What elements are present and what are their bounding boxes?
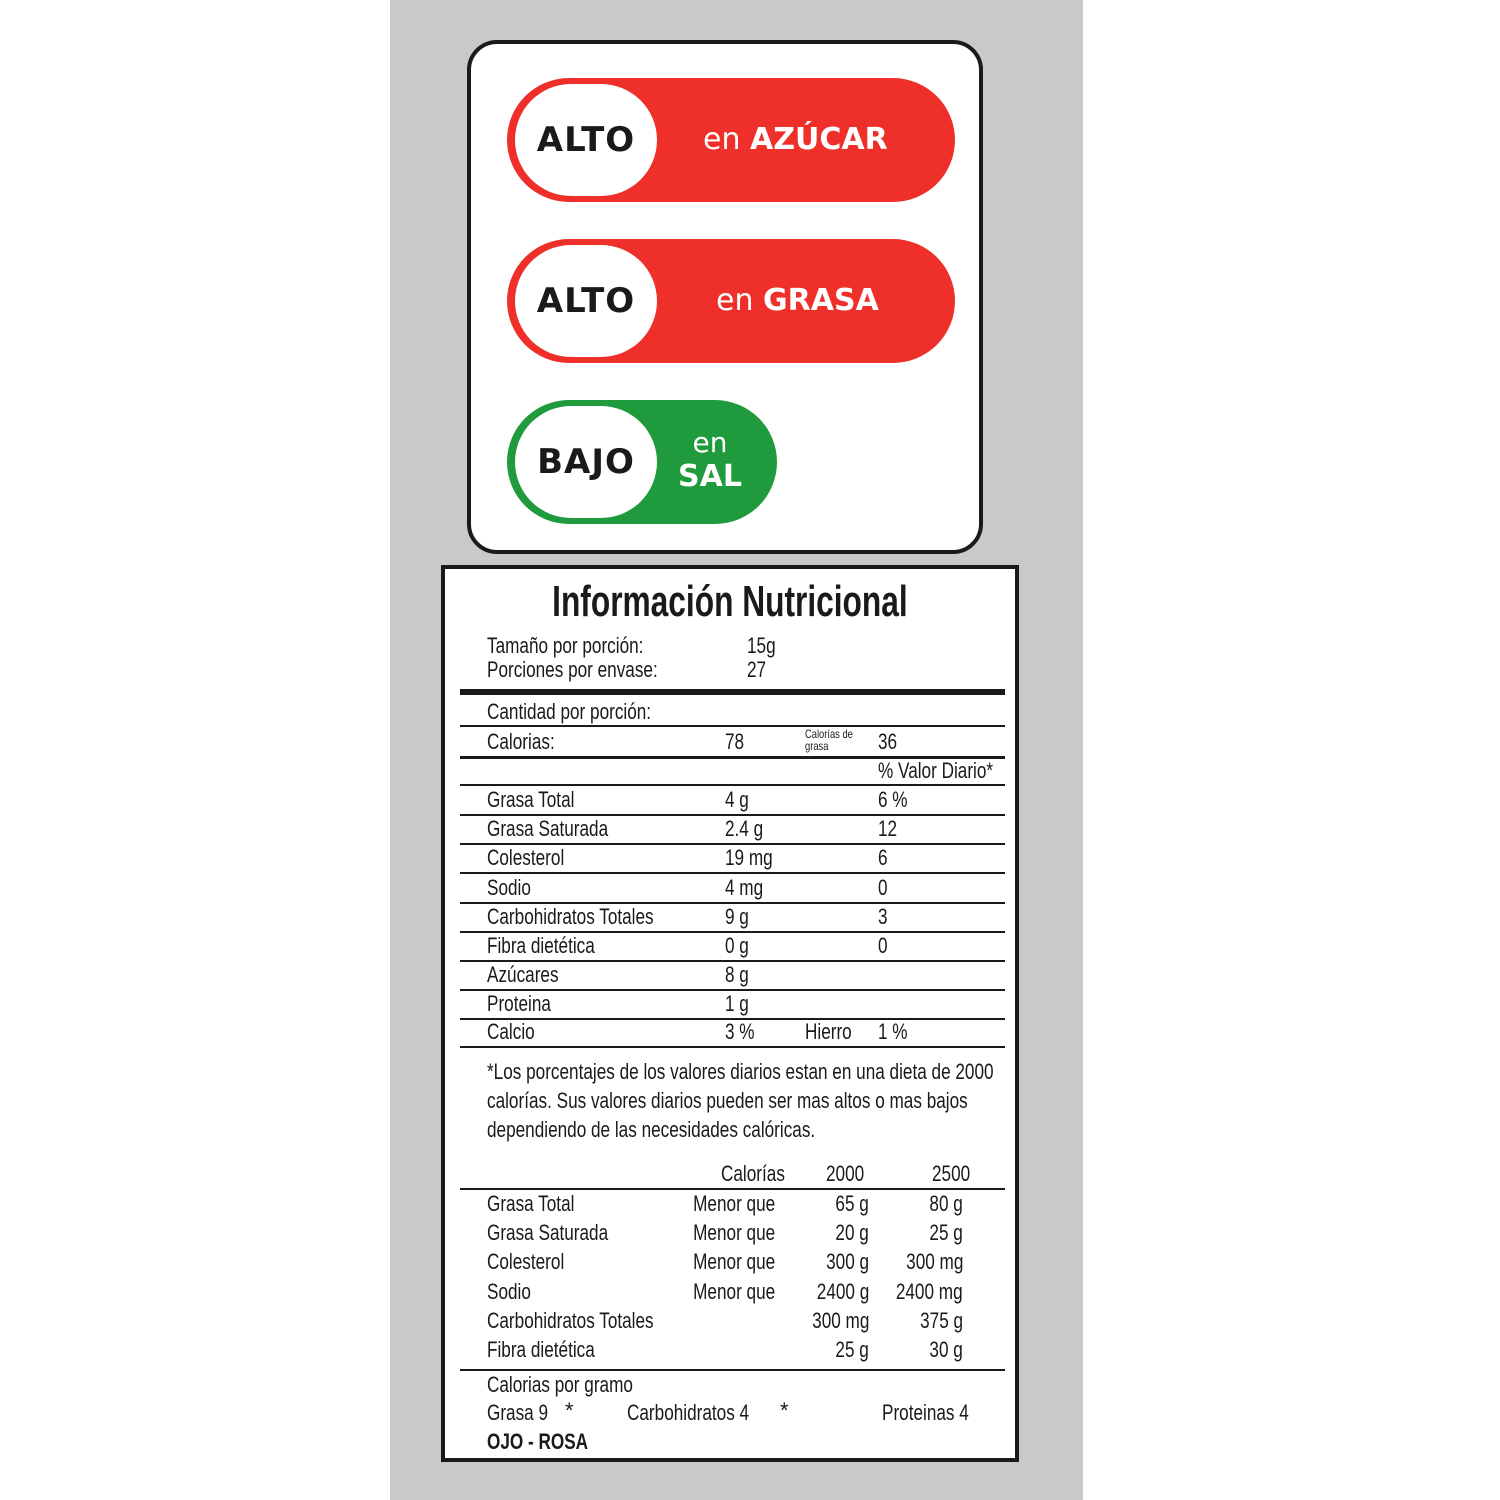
warning-level-badge: BAJO xyxy=(515,406,657,518)
divider xyxy=(460,1369,1005,1371)
divider xyxy=(460,725,1005,727)
ref-value-2000: 2400 g xyxy=(816,1278,869,1304)
servings-value: 27 xyxy=(747,657,767,682)
nutrient-amount: 2.4 g xyxy=(725,816,764,842)
ref-value-2500: 375 g xyxy=(920,1307,963,1333)
divider xyxy=(460,1188,1005,1190)
iron-label: Hierro xyxy=(805,1019,852,1044)
nutrition-title: Información Nutricional xyxy=(552,577,908,626)
nutrient-amount: 4 g xyxy=(725,787,749,812)
nutrient-name: Sodio xyxy=(487,874,531,900)
warning-sugar xyxy=(507,78,955,202)
calories-label: Calorias: xyxy=(487,729,555,754)
thick-divider xyxy=(460,689,1005,695)
footnote: *Los porcentajes de los valores diarios estan en una dieta de 2000 calorías. Sus valores diarios pueden ser mas altos o mas bajos dependiendo de las necesidades calóricas. xyxy=(487,1059,994,1142)
ref-value-2500: 2400 mg xyxy=(896,1278,963,1304)
nutrient-daily-value: 0 xyxy=(878,874,888,900)
nutrient-amount: 1 g xyxy=(725,991,749,1017)
nutrient-name: Azúcares xyxy=(487,962,559,988)
nutrient-amount: 4 mg xyxy=(725,874,764,900)
calcium-label: Calcio xyxy=(487,1019,535,1044)
iron-value: 1 % xyxy=(878,1019,908,1044)
ref-header-2000: 2000 xyxy=(826,1161,865,1186)
warning-labels-box xyxy=(467,40,983,554)
fat-calories-label: Calorías de grasa xyxy=(805,727,853,753)
nutrient-name: Colesterol xyxy=(487,845,565,871)
fat-calories-value: 36 xyxy=(878,729,898,754)
cal-protein: Proteinas 4 xyxy=(882,1400,969,1425)
nutrient-name: Grasa Total xyxy=(487,787,575,812)
ref-value-2500: 25 g xyxy=(929,1220,963,1246)
warning-salt xyxy=(507,400,777,524)
warning-level-badge: ALTO xyxy=(515,84,657,196)
ref-nutrient-name: Carbohidratos Totales xyxy=(487,1307,654,1333)
star: * xyxy=(565,1398,574,1423)
warning-text: en GRASA xyxy=(716,283,879,318)
amount-per-serving-label: Cantidad por porción: xyxy=(487,699,652,724)
daily-value-header: % Valor Diario* xyxy=(878,758,994,783)
nutrient-daily-value: 3 xyxy=(878,903,888,929)
serving-size-value: 15g xyxy=(747,633,776,658)
ref-value-2500: 30 g xyxy=(929,1337,963,1362)
ref-qualifier: Menor que xyxy=(692,1249,775,1275)
ref-nutrient-name: Grasa Saturada xyxy=(487,1220,609,1246)
ref-value-2000: 65 g xyxy=(835,1191,869,1216)
ref-value-2500: 300 mg xyxy=(905,1249,963,1275)
nutrient-amount: 19 mg xyxy=(725,845,773,871)
nutrient-amount: 8 g xyxy=(725,962,749,988)
nutrient-name: Carbohidratos Totales xyxy=(487,903,654,929)
star: * xyxy=(780,1398,789,1423)
ref-qualifier: Menor que xyxy=(692,1220,775,1246)
nutrient-daily-value: 12 xyxy=(878,816,898,842)
warning-text: en AZÚCAR xyxy=(703,122,888,157)
nutrient-daily-value: 0 xyxy=(878,933,888,958)
nutrient-name: Proteina xyxy=(487,991,551,1017)
calcium-value: 3 % xyxy=(725,1019,755,1044)
nutrient-name: Fibra dietética xyxy=(487,933,595,958)
cal-fat: Grasa 9 xyxy=(487,1400,549,1425)
ref-header-calories: Calorías xyxy=(721,1161,785,1186)
nutrient-amount: 0 g xyxy=(725,933,749,958)
calories-value: 78 xyxy=(725,729,745,754)
ref-value-2500: 80 g xyxy=(929,1191,963,1216)
nutrient-name: Grasa Saturada xyxy=(487,816,609,842)
ref-nutrient-name: Grasa Total xyxy=(487,1191,575,1216)
warning-fat xyxy=(507,239,955,363)
divider xyxy=(460,784,1005,786)
ref-value-2000: 25 g xyxy=(835,1337,869,1362)
ref-header-2500: 2500 xyxy=(932,1161,971,1186)
divider xyxy=(460,1046,1005,1048)
ref-nutrient-name: Fibra dietética xyxy=(487,1337,595,1362)
product-name: OJO - ROSA xyxy=(487,1429,589,1454)
ref-qualifier: Menor que xyxy=(692,1278,775,1304)
nutrient-amount: 9 g xyxy=(725,903,749,929)
ref-qualifier: Menor que xyxy=(692,1191,775,1216)
cal-per-gram-label: Calorias por gramo xyxy=(487,1372,633,1397)
ref-nutrient-name: Colesterol xyxy=(487,1249,565,1275)
nutrition-facts-panel xyxy=(441,565,1019,1462)
ref-value-2000: 300 g xyxy=(826,1249,869,1275)
ref-value-2000: 20 g xyxy=(835,1220,869,1246)
serving-size-label: Tamaño por porción: xyxy=(487,633,644,658)
warning-level-badge: ALTO xyxy=(515,245,657,357)
nutrient-daily-value: 6 % xyxy=(878,787,908,812)
warning-text: en SAL xyxy=(678,426,742,494)
cal-carb: Carbohidratos 4 xyxy=(627,1400,750,1425)
nutrient-daily-value: 6 xyxy=(878,845,888,871)
ref-value-2000: 300 mg xyxy=(811,1307,869,1333)
ref-nutrient-name: Sodio xyxy=(487,1278,531,1304)
servings-label: Porciones por envase: xyxy=(487,657,658,682)
